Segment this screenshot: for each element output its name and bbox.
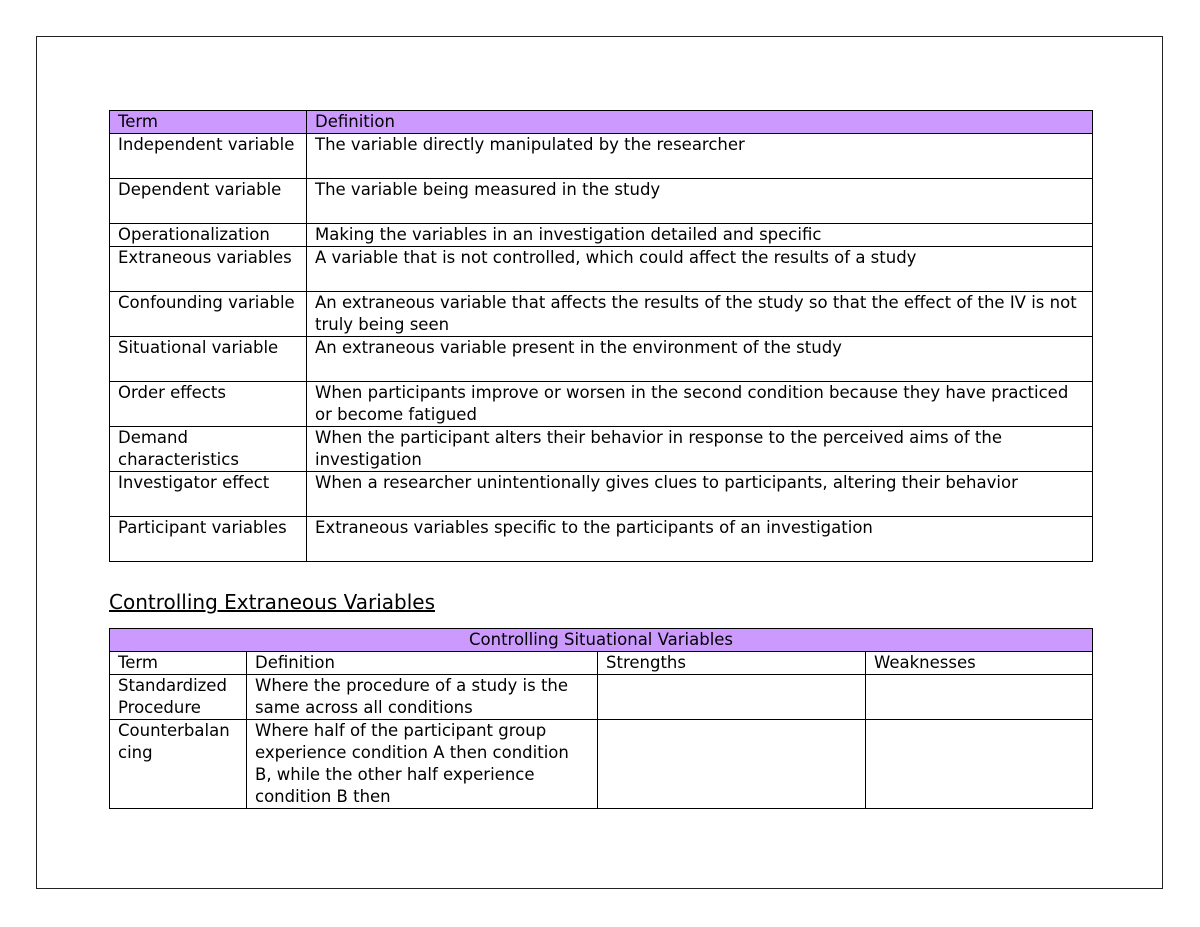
term-cell: Operationalization [110,224,307,247]
table-row [110,517,1093,562]
header-definition: Definition [247,652,598,675]
terms-definitions-table [109,110,1093,562]
table-header-row [110,111,1093,134]
header-strengths: Strengths [598,652,866,675]
definition-cell: Making the variables in an investigation detailed and specific [307,224,1093,247]
table-row [110,247,1093,292]
strengths-cell [598,720,866,809]
section-heading: Controlling Extraneous Variables [109,590,435,614]
table-row [110,134,1093,179]
table-row [110,675,1093,720]
table-row [110,337,1093,382]
definition-cell: When the participant alters their behavior in response to the perceived aims of the investigation [307,427,1093,472]
header-definition: Definition [307,111,1093,134]
header-weaknesses: Weaknesses [866,652,1093,675]
term-cell: Extraneous variables [110,247,307,292]
term-cell: Independent variable [110,134,307,179]
definition-cell: Where the procedure of a study is the same across all conditions [247,675,598,720]
term-cell: Dependent variable [110,179,307,224]
table-row [110,427,1093,472]
definition-cell: Where half of the participant group experience condition A then condition B, while the other half experience condition B then [247,720,598,809]
term-cell: Confounding variable [110,292,307,337]
term-cell: Standardized Procedure [110,675,247,720]
table-row [110,382,1093,427]
table-row [110,472,1093,517]
definition-cell: When a researcher unintentionally gives clues to participants, altering their behavior [307,472,1093,517]
definition-cell: The variable being measured in the study [307,179,1093,224]
strengths-cell [598,675,866,720]
definition-cell: When participants improve or worsen in the second condition because they have practiced or become fatigued [307,382,1093,427]
term-cell: Situational variable [110,337,307,382]
definition-cell: A variable that is not controlled, which could affect the results of a study [307,247,1093,292]
table-title-row [110,629,1093,652]
header-term: Term [110,111,307,134]
weaknesses-cell [866,720,1093,809]
document-page [36,36,1163,889]
definition-cell: An extraneous variable that affects the results of the study so that the effect of the IV is not truly being seen [307,292,1093,337]
definition-cell: An extraneous variable present in the environment of the study [307,337,1093,382]
table-title: Controlling Situational Variables [110,629,1093,652]
term-cell: Order effects [110,382,307,427]
weaknesses-cell [866,675,1093,720]
term-cell: Counterbalancing [110,720,247,809]
header-term: Term [110,652,247,675]
table-row [110,720,1093,809]
term-cell: Investigator effect [110,472,307,517]
term-cell: Demand characteristics [110,427,307,472]
table-header-row [110,652,1093,675]
definition-cell: Extraneous variables specific to the participants of an investigation [307,517,1093,562]
table-row [110,224,1093,247]
controlling-situational-variables-table [109,628,1093,809]
definition-cell: The variable directly manipulated by the researcher [307,134,1093,179]
term-cell: Participant variables [110,517,307,562]
table-row [110,292,1093,337]
table-row [110,179,1093,224]
